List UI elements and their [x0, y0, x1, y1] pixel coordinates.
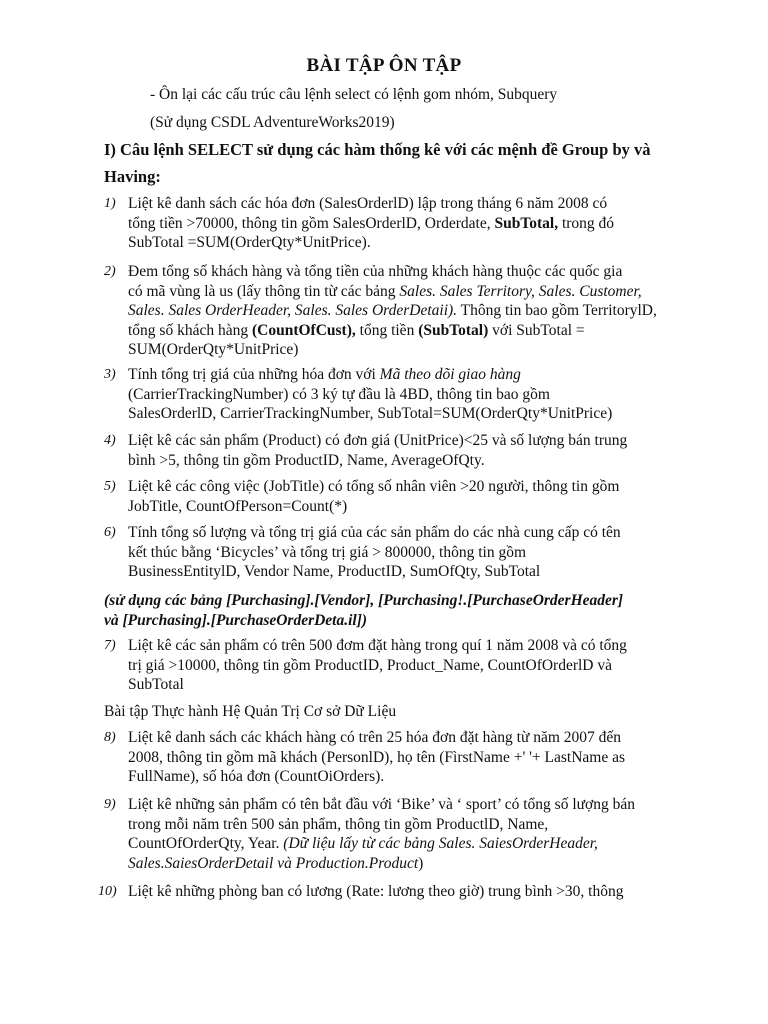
- bold-term: SubTotal,: [494, 214, 559, 232]
- item-number: 6): [104, 525, 116, 540]
- item-text-line: [128, 214, 684, 234]
- item-number: 2): [104, 264, 116, 279]
- item-text-line: [128, 282, 684, 302]
- item-text-line: [128, 834, 684, 854]
- section-heading-line2: Having:: [104, 167, 161, 186]
- item-text-line: (CarrierTrackingNumber) có 3 ký tự đầu là 4BD, thông tin bao gồm: [128, 385, 550, 403]
- item-text-line: [128, 301, 684, 321]
- item-number: 3): [104, 367, 116, 382]
- item-number: 4): [104, 433, 116, 448]
- exercise-item-6: [104, 523, 684, 582]
- item-number: 9): [104, 797, 116, 812]
- item-text-line: Liệt kê danh sách các khách hàng có trên 25 hóa đơn đặt hàng từ năm 2007 đến: [128, 729, 622, 746]
- text-segment: tổng tiền: [355, 321, 419, 339]
- text-segment: tổng tiền >70000, thông tin gồm SalesOrderlD, Orderdate,: [128, 214, 495, 232]
- item-text-line: Liệt kê danh sách các hóa đơn (SalesOrderlD) lập trong tháng 6 năm 2008 có: [128, 195, 608, 212]
- exercise-item-10: [98, 882, 684, 902]
- bold-term: (SubTotal): [418, 321, 489, 339]
- text-segment: CountOfOrderQty, Year.: [128, 835, 284, 852]
- item-text-line: kết thúc bằng ‘Bicycles’ và tổng trị giá > 800000, thông tin gồm: [128, 543, 527, 561]
- item-number: 7): [104, 638, 116, 653]
- tables-note: [104, 591, 684, 630]
- exercise-item-1: [104, 194, 684, 253]
- text-segment: Tính tổng trị giá của những hóa đơn với: [128, 366, 380, 383]
- page-title: BÀI TẬP ÔN TẬP: [306, 55, 462, 76]
- item-text-line: SubTotal =SUM(OrderQty*UnitPrice).: [128, 234, 371, 251]
- italic-term: Mã theo dõi giao hàng: [379, 366, 521, 383]
- course-title-line: Bài tập Thực hành Hệ Quản Trị Cơ sở Dữ Liệu: [104, 703, 397, 720]
- item-text-line: bình >5, thông tin gồm ProductID, Name, AverageOfQty.: [128, 451, 485, 469]
- note-line: và [Purchasing].[PurchaseOrderDeta.il]): [104, 611, 368, 629]
- item-text-line: Liệt kê các sản phẩm có trên 500 đơm đặt hàng trong quí 1 năm 2008 và có tổng: [128, 637, 627, 654]
- item-text-line: [128, 854, 684, 874]
- item-number: 1): [104, 196, 116, 211]
- item-text-line: trong mỗi năm trên 500 sản phẩm, thông tin gồm ProductlD, Name,: [128, 815, 549, 833]
- item-text-line: 2008, thông tin gồm mã khách (PersonlD), họ tên (FìrstName +' '+ LastName as: [128, 748, 626, 766]
- item-text-line: Đem tổng số khách hàng và tổng tiền của những khách hàng thuộc các quốc gia: [128, 263, 623, 280]
- text-segment: trong đó: [558, 214, 615, 232]
- italic-tables: Sales. Sales Territory, Sales. Customer,: [399, 282, 642, 300]
- italic-tables: Sales. Sales OrderHeader, Sales. Sales OrderDetaii).: [128, 302, 458, 319]
- item-text-line: Liệt kê các công việc (JobTitle) có tổng số nhân viên >20 người, thông tin gồm: [128, 478, 620, 495]
- italic-source: Sales.SaiesOrderDetail và Production.Product: [128, 854, 419, 872]
- section-heading-line1: I) Câu lệnh SELECT sử dụng các hàm thống kê với các mệnh đề Group by và: [104, 140, 651, 159]
- item-text-line: Tính tổng số lượng và tổng trị giá của các sản phẩm do các nhà cung cấp có tên: [128, 524, 621, 541]
- item-text-line: SalesOrderlD, CarrierTrackingNumber, SubTotal=SUM(OrderQty*UnitPrice): [128, 405, 613, 422]
- item-number: 10): [98, 884, 117, 899]
- item-number: 8): [104, 730, 116, 745]
- item-text-line: SUM(OrderQty*UnitPrice): [128, 341, 299, 358]
- item-text-line: SubTotal: [128, 676, 184, 693]
- exercise-item-4: [104, 431, 684, 470]
- section-heading: [104, 140, 664, 187]
- item-text-line: Liệt kê các sản phẩm (Product) có đơn giá (UnitPrice)<25 và số lượng bán trung: [128, 432, 628, 449]
- item-number: 5): [104, 479, 116, 494]
- text-segment: ): [418, 854, 424, 872]
- exercise-item-3: [104, 365, 684, 424]
- exercise-item-7: [104, 636, 684, 695]
- item-text-line: JobTitle, CountOfPerson=Count(*): [128, 497, 348, 515]
- text-segment: Thông tin bao gồm TerritorylD,: [457, 302, 657, 319]
- item-text-line: FullName), số hóa đơn (CountOiOrders).: [128, 768, 385, 785]
- bold-term: (CountOfCust),: [251, 321, 356, 339]
- subtitle-database: (Sử dụng CSDL AdventureWorks2019): [150, 114, 395, 131]
- item-text-line: [128, 321, 684, 341]
- item-text-line: [128, 365, 684, 385]
- item-text-line: Liệt kê những sản phẩm có tên bắt đầu với ‘Bike’ và ‘ sport’ có tổng số lượng bán: [128, 796, 635, 813]
- text-segment: với SubTotal =: [488, 321, 585, 339]
- exercise-item-5: [104, 477, 684, 516]
- exercise-item-8: [104, 728, 684, 787]
- item-text-line: trị giá >10000, thông tin gồm ProductID, Product_Name, CountOfOrderlD và: [128, 656, 613, 674]
- text-segment: có mã vùng là us (lấy thông tin từ các bảng: [128, 282, 400, 300]
- item-text-line: BusinessEntitylD, Vendor Name, ProductID, SumOfQty, SubTotal: [128, 563, 541, 580]
- note-line: (sử dụng các bảng [Purchasing].[Vendor], [Purchasing!.[PurchaseOrderHeader]: [104, 592, 624, 609]
- text-segment: tổng số khách hàng: [128, 321, 252, 339]
- exercise-item-2: [104, 262, 684, 360]
- exercise-item-9: [104, 795, 684, 873]
- item-text-line: Liệt kê những phòng ban có lương (Rate: lương theo giờ) trung bình >30, thông: [128, 883, 624, 900]
- italic-source: (Dữ liệu lấy từ các bảng Sales. SaiesOrderHeader,: [283, 835, 598, 852]
- subtitle-structures: - Ôn lại các cấu trúc câu lệnh select có lệnh gom nhóm, Subquery: [150, 86, 558, 103]
